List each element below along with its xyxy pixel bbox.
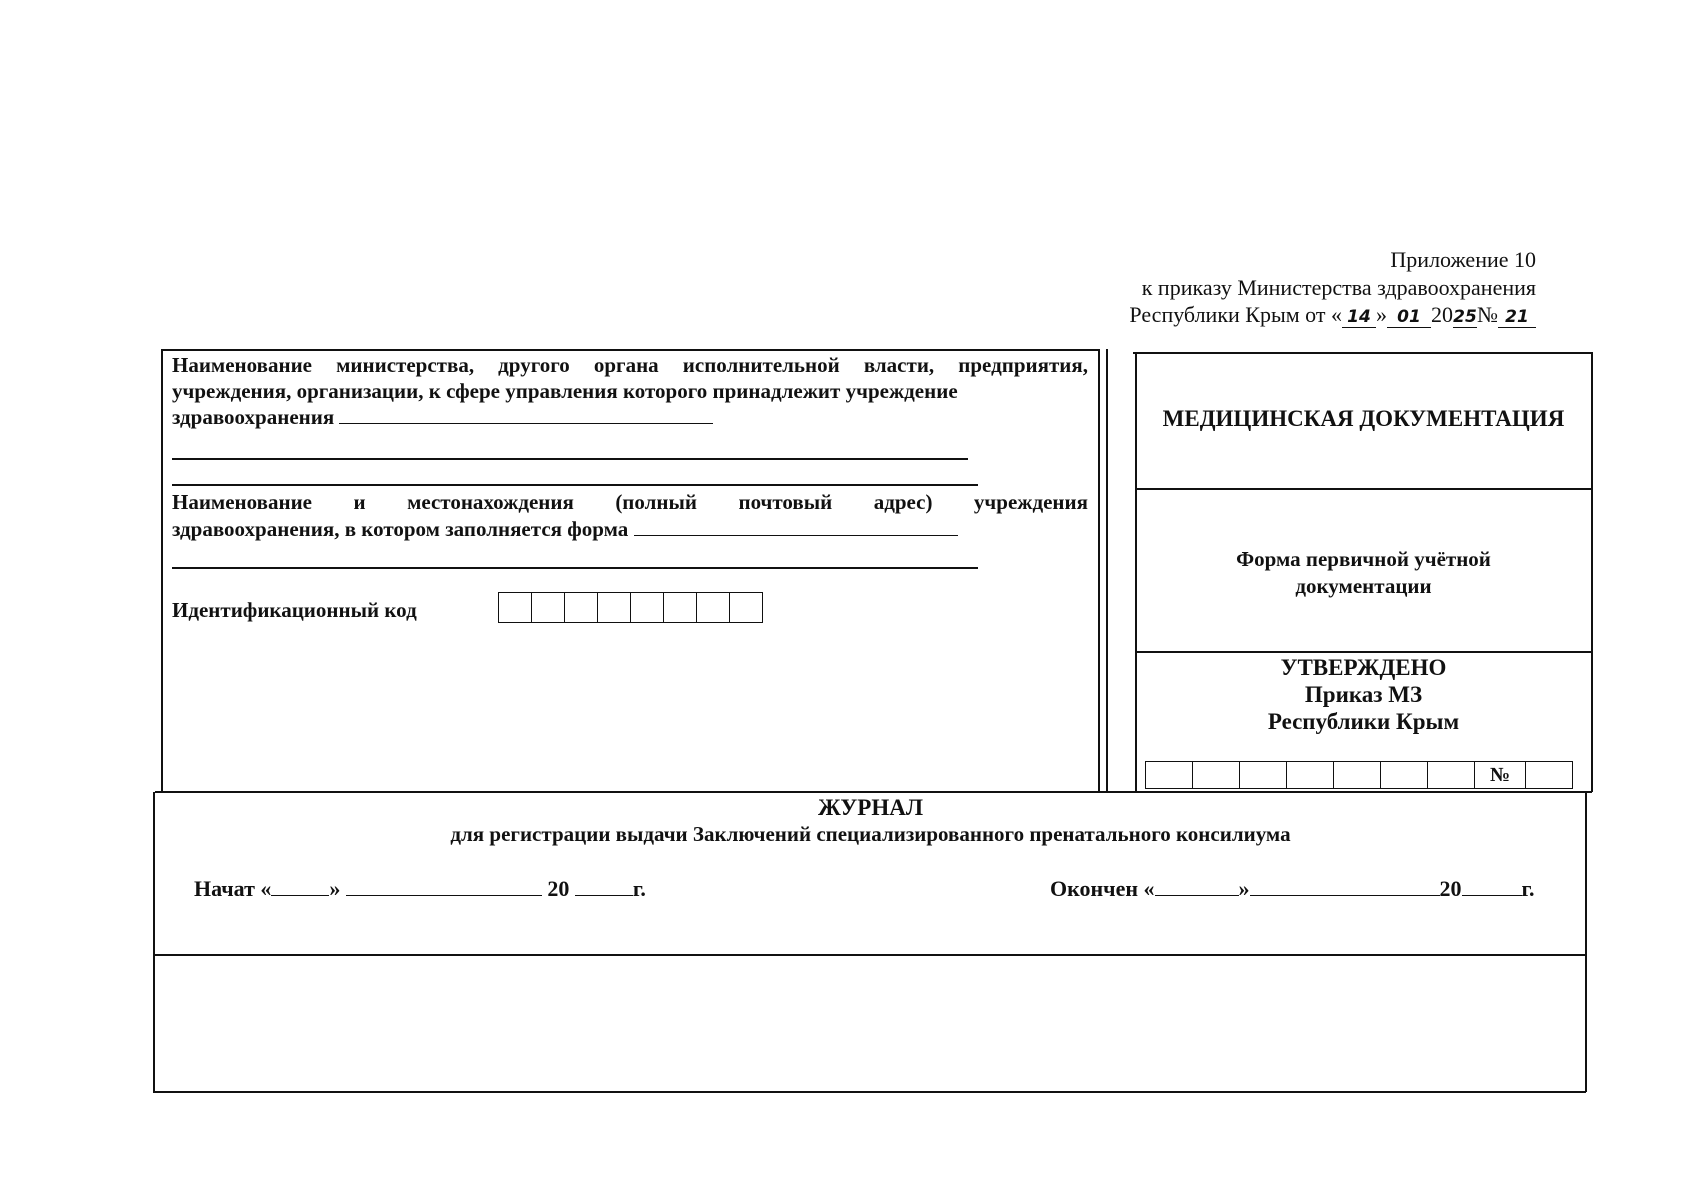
right-divider-1 [1135, 488, 1592, 490]
form-type-line-1: Форма первичной учётной [1236, 547, 1491, 571]
started-month-field[interactable] [346, 877, 542, 896]
divider-left [1098, 349, 1100, 792]
started-year-field[interactable] [575, 877, 633, 896]
form-right-border-upper [1591, 352, 1593, 792]
id-code-cell[interactable] [531, 592, 565, 623]
institution-label-last: здравоохранения, в котором заполняется форма [172, 517, 629, 541]
approval-date-cell[interactable] [1286, 761, 1334, 789]
ministry-name-line-2[interactable] [172, 458, 968, 460]
order-reference: к приказу Министерства здравоохранения [1141, 275, 1536, 300]
ended-month-field[interactable] [1250, 877, 1440, 896]
order-year-prefix: 20 [1431, 302, 1453, 327]
institution-label-end [172, 516, 958, 542]
ended-day-field[interactable] [1155, 877, 1239, 896]
started-year-abbr: г. [632, 876, 646, 901]
journal-title: ЖУРНАЛ [818, 795, 923, 820]
order-day: 14 [1342, 307, 1376, 328]
order-month: 01 [1387, 307, 1431, 328]
started-day-field[interactable] [271, 877, 329, 896]
ended-year-abbr: г. [1521, 876, 1535, 901]
started-label: Начат « [194, 876, 272, 901]
ended-label: Окончен « [1050, 876, 1155, 901]
approved-republic: Республики Крым [1267, 709, 1460, 734]
ended-quote-close: » [1238, 876, 1250, 901]
form-bottom-border [153, 1091, 1586, 1093]
approval-date-cell[interactable] [1427, 761, 1475, 789]
journal-started-line [194, 876, 646, 902]
ended-year-field[interactable] [1462, 877, 1522, 896]
order-date-prefix: Республики Крым от « [1129, 302, 1342, 327]
journal-ended-line [1050, 876, 1535, 902]
id-code-cell[interactable] [630, 592, 664, 623]
id-code-cell[interactable] [729, 592, 763, 623]
approved-label: УТВЕРЖДЕНО [1280, 655, 1447, 680]
ended-century: 20 [1439, 876, 1462, 901]
id-code-cell[interactable] [663, 592, 697, 623]
order-date-line [1129, 302, 1536, 328]
approval-date-cells[interactable] [1145, 761, 1573, 789]
right-divider-2 [1135, 651, 1592, 653]
approval-number-label: № [1474, 761, 1526, 789]
approval-date-cell[interactable] [1192, 761, 1240, 789]
form-top-border-left [162, 349, 1100, 351]
ministry-label: Наименование министерства, другого органа исполнительной власти, предприятия, учреждения, организации, к сфере управления которого принадлежит учреждение [172, 353, 1088, 403]
order-number-label: № [1477, 302, 1498, 327]
form-type-line-2: документации [1295, 574, 1432, 598]
approval-date-cell[interactable] [1239, 761, 1287, 789]
approval-date-cell[interactable] [1333, 761, 1381, 789]
order-date-mid: » [1376, 302, 1387, 327]
id-code-cell[interactable] [696, 592, 730, 623]
journal-subtitle: для регистрации выдачи Заключений специализированного пренатального консилиума [450, 822, 1291, 846]
approval-number-cell[interactable] [1525, 761, 1573, 789]
medical-documentation-title: МЕДИЦИНСКАЯ ДОКУМЕНТАЦИЯ [1162, 406, 1565, 431]
journal-entries-area[interactable] [155, 956, 1585, 1090]
form-top-border-right [1133, 352, 1593, 354]
ministry-label-last: здравоохранения [172, 405, 335, 429]
institution-address-line-2[interactable] [172, 567, 978, 569]
id-code-cell[interactable] [564, 592, 598, 623]
journal-top-border [155, 791, 1592, 793]
approval-date-cell[interactable] [1145, 761, 1193, 789]
id-code-cell[interactable] [597, 592, 631, 623]
ministry-name-line-3[interactable] [172, 484, 978, 486]
institution-label: Наименование и местонахождения (полный почтовый адрес) учреждения [172, 490, 1088, 514]
form-left-border-upper [161, 349, 163, 791]
institution-address-field[interactable] [634, 517, 958, 536]
divider-inner [1106, 349, 1108, 792]
id-code-cells[interactable] [498, 592, 763, 623]
started-century: 20 [547, 876, 570, 901]
approval-date-cell[interactable] [1380, 761, 1428, 789]
started-quote-close: » [329, 876, 341, 901]
ministry-label-end [172, 404, 713, 430]
id-code-cell[interactable] [498, 592, 532, 623]
order-number: 21 [1498, 307, 1536, 328]
order-year-suffix: 25 [1453, 307, 1477, 327]
id-code-label: Идентификационный код [172, 598, 417, 622]
appendix-label: Приложение 10 [1390, 247, 1536, 272]
ministry-name-field[interactable] [339, 405, 713, 424]
approved-order: Приказ МЗ [1304, 682, 1423, 707]
